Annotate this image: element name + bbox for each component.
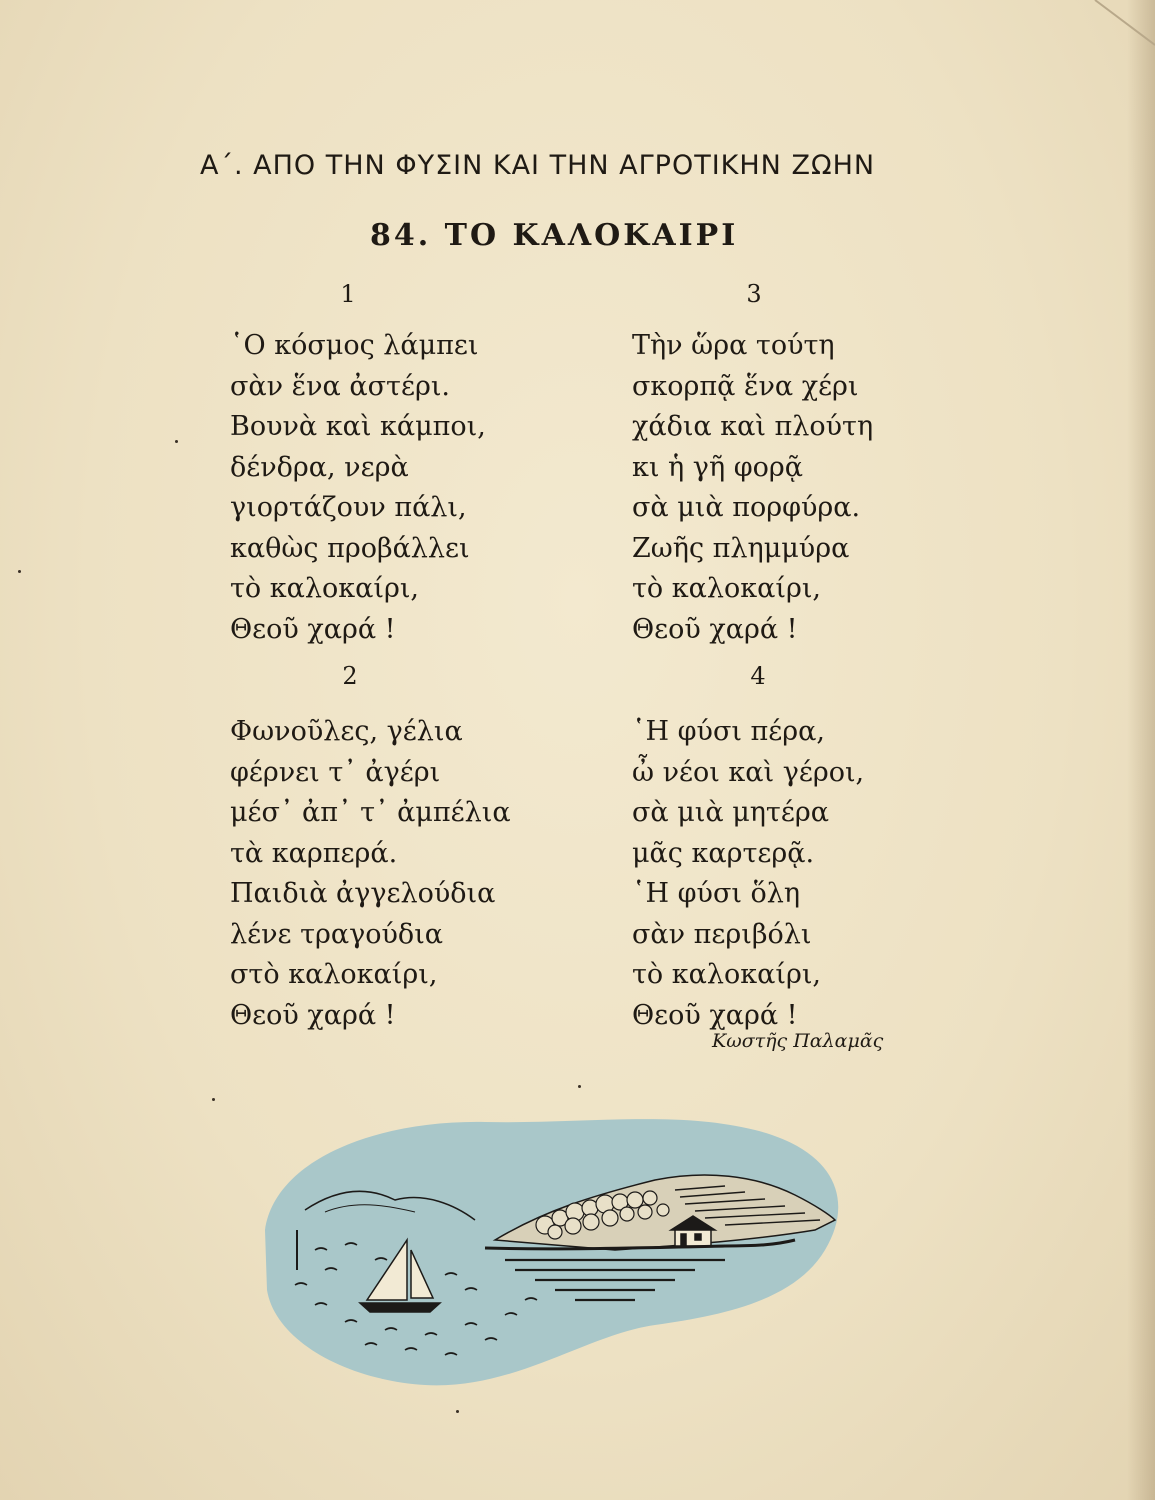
page-edge-shadow — [1127, 0, 1155, 1500]
stanza-line: ῾Η φύσι ὅλη — [632, 878, 801, 909]
stanza-3 — [632, 326, 873, 650]
stanza-line: τὰ καρπερά. — [230, 837, 398, 869]
section-header: Α΄. ΑΠΟ ΤΗΝ ΦΥΣΙΝ ΚΑΙ ΤΗΝ ΑΓΡΟΤΙΚΗΝ ΖΩΗΝ — [200, 150, 876, 181]
stanza-number-3: 3 — [746, 280, 762, 308]
stanza-line: Ζωῆς πλημμύρα — [632, 532, 850, 564]
stanza-line: Θεοῦ χαρά ! — [230, 999, 396, 1031]
ink-speck — [456, 1410, 459, 1413]
stanza-line: Βουνὰ καὶ κάμποι, — [230, 411, 486, 442]
stanza-line: σὰ μιὰ μητέρα — [632, 797, 829, 828]
stanza-number-2: 2 — [342, 662, 358, 690]
stanza-line: τὸ καλοκαίρι, — [632, 959, 821, 990]
stanza-line: σὰν περιβόλι — [632, 918, 812, 950]
stanza-line: Θεοῦ χαρά ! — [632, 613, 798, 645]
stanza-line: σὰ μιὰ πορφύρα. — [632, 492, 861, 523]
page-corner-crease — [1075, 0, 1155, 60]
stanza-1 — [230, 326, 486, 650]
stanza-line: Θεοῦ χαρά ! — [632, 999, 798, 1031]
stanza-line: μᾶς καρτερᾷ. — [632, 837, 815, 869]
stanza-line: φέρνει τ᾿ ἀγέρι — [230, 756, 441, 788]
ink-speck — [212, 1098, 215, 1101]
stanza-line: ῾Ο κόσμος λάμπει — [230, 330, 479, 361]
stanza-line: δένδρα, νερὰ — [230, 451, 409, 483]
poem-title: 84. ΤΟ ΚΑΛΟΚΑΙΡΙ — [370, 218, 739, 253]
stanza-line: Φωνοῦλες, γέλια — [230, 716, 463, 747]
stanza-line: μέσ᾿ ἀπ᾿ τ᾿ ἀμπέλια — [230, 797, 511, 828]
stanza-4 — [632, 712, 864, 1036]
ink-speck — [175, 440, 178, 443]
stanza-line: ὦ νέοι καὶ γέροι, — [632, 756, 865, 788]
author-signature: Κωστῆς Παλαμᾶς — [712, 1030, 884, 1052]
sea-shape — [265, 1119, 838, 1385]
stanza-number-4: 4 — [750, 662, 766, 690]
stanza-line: καθὼς προβάλλει — [230, 532, 470, 564]
stanza-line: σὰν ἕνα ἀστέρι. — [230, 370, 451, 402]
stanza-line: γιορτάζουν πάλι, — [230, 492, 467, 523]
stanza-line: ῾Η φύσι πέρα, — [632, 716, 825, 747]
stanza-line: σκορπᾷ ἕνα χέρι — [632, 370, 859, 402]
stanza-line: χάδια καὶ πλούτη — [632, 411, 874, 442]
stanza-2 — [230, 712, 511, 1036]
stanza-line: Θεοῦ χαρά ! — [230, 613, 396, 645]
stanza-line: Τὴν ὥρα τούτη — [632, 330, 835, 361]
ink-speck — [18, 570, 21, 573]
stanza-number-1: 1 — [340, 280, 356, 308]
stanza-line: κι ἡ γῆ φορᾷ — [632, 451, 803, 483]
ink-speck — [578, 1085, 581, 1088]
stanza-line: τὸ καλοκαίρι, — [230, 573, 419, 604]
seascape-illustration — [255, 1100, 855, 1400]
stanza-line: λένε τραγούδια — [230, 918, 444, 950]
stanza-line: Παιδιὰ ἀγγελούδια — [230, 878, 496, 909]
stanza-line: στὸ καλοκαίρι, — [230, 959, 438, 990]
stanza-line: τὸ καλοκαίρι, — [632, 573, 821, 604]
